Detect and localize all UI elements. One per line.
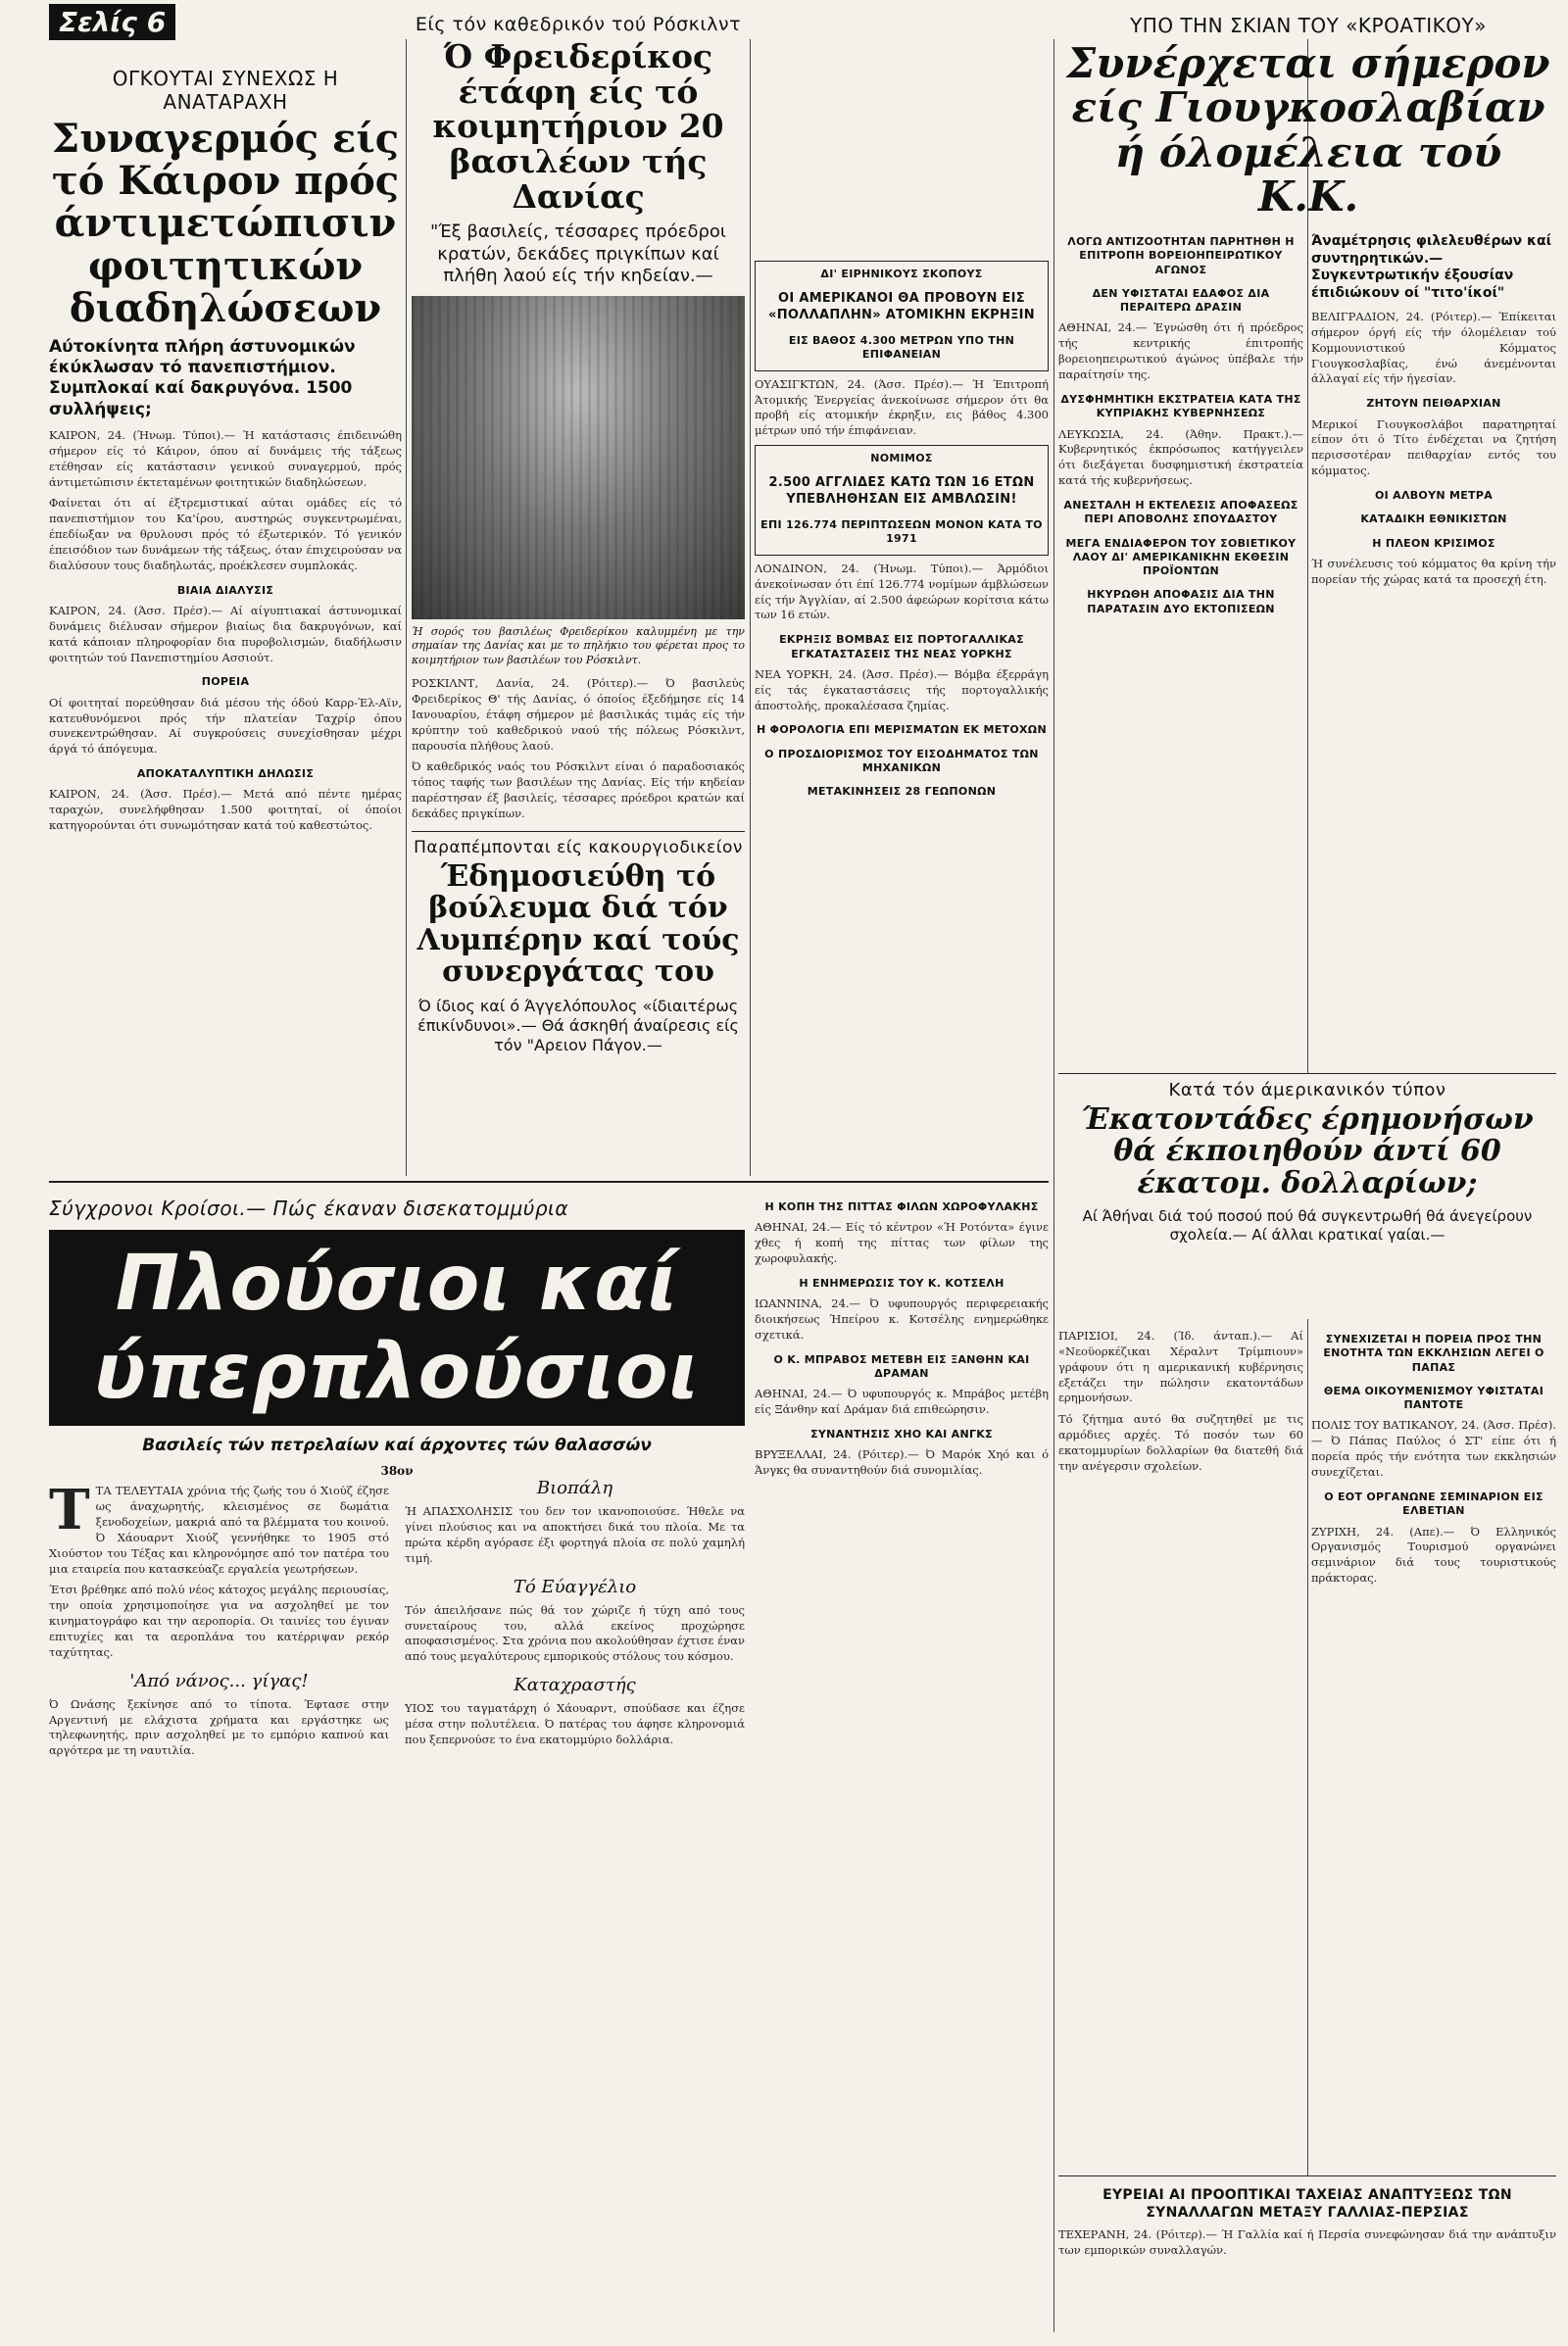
article-rich: [49, 1191, 745, 2337]
section-heading: Ο ΕΟΤ ΟΡΓΑΝΩΝΕ ΣΕΜΙΝΑΡΙΟΝ ΕΙΣ ΕΛΒΕΤΙΑΝ: [1324, 1490, 1544, 1518]
section-heading: ΔΕΝ ΥΦΙΣΤΑΤΑΙ ΕΔΑΦΟΣ ΔΙΑ ΠΕΡΑΙΤΕΡΩ ΔΡΑΣΙΝ: [1092, 286, 1270, 315]
paragraph: ΚΑΙΡΟΝ, 24. (Άσσ. Πρέσ).— Αί αίγυπτιακαί άστυνομικαί δυνάμεις διέλυσαν σήμερον βιαίως δια δακρυγόνων, καί κατά κάποιαν πληροφορίαν δια πυροβολισμών, διαδήλωσιν φοιτητών τού Πανεπιστημίου Ασσιούτ.: [49, 603, 402, 664]
section-heading: ΛΟΓΩ ΑΝΤΙΖΟΟΤΗΤΑΝ ΠΑΡΗΤΗΘΗ Η ΕΠΙΤΡΟΠΗ ΒΟΡΕΙΟΗΠΕΙΡΩΤΙΚΟΥ ΑΓΩΝΟΣ: [1067, 235, 1295, 276]
article-body: [49, 1478, 745, 1761]
paragraph: ΠΟΛΙΣ ΤΟΥ ΒΑΤΙΚΑΝΟΥ, 24. (Άσσ. Πρέσ).— Ό Πάπας Παύλος ό ΣΤ' είπε ότι ή πορεία πρός τήν ενότητα των εκκλησιών συνεχίζεται.: [1311, 1418, 1556, 1480]
article-france-persia: [1058, 2175, 1556, 2338]
paragraph: ΚΑΙΡΟΝ, 24. (Άσσ. Πρέσ).— Μετά από πέντε ημέρας ταραχών, συνελήφθησαν 1.500 φοιτηταί, οί όποίοι κατηγορούνται ότι συνωμότησαν κατά τού καθεστώτος.: [49, 787, 402, 833]
paragraph: ΖΥΡΙΧΗ, 24. (Απε).— Ό Ελληνικός Οργανισμός Τουρισμού οργανώνει σεμινάριον διά τους τουριστικούς πράκτορας.: [1311, 1524, 1556, 1586]
paragraph: Έτσι βρέθηκε από πολύ νέος κάτοχος μεγάλης περιουσίας, την οποία χρησιμοποίησε για να ασχοληθεί με τον κινηματογράφο και την αεροπορία. Οι ταινίες του έγιναν επιτυχίες και τα αεροπλάνα του κατέρριψαν ρεκόρ ταχύτητας.: [49, 1583, 389, 1659]
section-heading: Η ΦΟΡΟΛΟΓΙΑ ΕΠΙ ΜΕΡΙΣΜΑΤΩΝ ΕΚ ΜΕΤΟΧΩΝ: [757, 723, 1047, 737]
briefs-bottom: [755, 1191, 1049, 2337]
section-heading: ΠΟΡΕΙΑ: [201, 675, 250, 689]
paragraph: ΤΕΧΕΡΑΝΗ, 24. (Ρόιτερ).— Ή Γαλλία καί ή Περσία συνεφώνησαν διά την ανάπτυξιν των εμπορικών συναλλαγών.: [1058, 2227, 1556, 2258]
paragraph: ΝΕΑ ΥΟΡΚΗ, 24. (Άσσ. Πρέσ).— Βόμβα έξερράγη είς τάς έγκαταστάσεις τής πορτογαλλικής άποστολής, προκαλέσασα ζημίας.: [755, 666, 1049, 712]
paragraph: Τό ζήτημα αυτό θα συζητηθεί με τις αρμόδιες αρχές. Τό ποσόν των 60 εκατομμυρίων δολλαρίων θα διατεθή διά την ανέγερσιν σχολείων.: [1058, 1412, 1303, 1473]
headline: Ό Φρειδερίκος έτάφη είς τό κοιμητήριον 20 βασιλέων τής Δανίας: [432, 37, 724, 216]
paragraph: ΟΥΑΣΙΓΚΤΩΝ, 24. (Άσσ. Πρέσ).— Ή Έπιτροπή Άτομικής Ένεργείας άνεκοίνωσε σήμερον ότι θα προβή είς ατομικήν έκρηξιν, εις βάθος 4.300 μέτρων υπό τήν έπιφάνειαν.: [755, 376, 1049, 438]
section-heading: Ο ΠΡΟΣΔΙΟΡΙΣΜΟΣ ΤΟΥ ΕΙΣΟΔΗΜΑΤΟΣ ΤΩΝ ΜΗΧΑΝΙΚΩΝ: [764, 747, 1039, 774]
section-heading: ΒΙΑΙΑ ΔΙΑΛΥΣΙΣ: [176, 583, 274, 597]
kicker: Είς τόν καθεδρικόν τού Ρόσκιλντ: [415, 14, 742, 35]
paragraph: ΛΕΥΚΩΣΙΑ, 24. (Άθην. Πρακτ.).— Κυβερνητικός έκπρόσωπος κατήγγειλεν ότι διεξάγεται δυσφημιστική έκστρατεία κατά τής κυβερνήσεως.: [1058, 426, 1303, 488]
paragraph: ΒΕΛΙΓΡΑΔΙΟΝ, 24. (Ρόιτερ).— Έπίκειται σήμερον όργή είς τήν όλομέλειαν τού Κομμουνιστικού Κόμματος Γιουγκοσλαβίας, ένώ άνεμένονται άλλαγαί είς τήν ήγεσίαν.: [1311, 310, 1556, 386]
paragraph: Οί φοιτηταί πορεύθησαν διά μέσου τής όδού Καρρ-Έλ-Αϊν, κατευθυνόμενοι πρός τήν πλατείαν Ταχρίρ όπου συνεκεντρώθησαν. Αί συγκρούσεις συνεχίσθησαν μέχρι άργά τό άπόγευμα.: [49, 695, 402, 757]
paragraph: ΛΟΝΔΙΝΟΝ, 24. (Ήνωμ. Τύποι).— Άρμόδιοι άνεκοίνωσαν ότι έπί 126.774 νομίμων άμβλώσεων είς τήν Άγγλίαν, αί 2.500 άφεώρων κορίτσια κάτω των 16 ετών.: [755, 561, 1049, 622]
paragraph: ΑΘΗΝΑΙ, 24.— Είς τό κέντρον «Ή Ροτόντα» έγινε χθες ή κοπή της πίττας των φίλων της χωροφυλακής.: [755, 1220, 1049, 1266]
section-heading: Ο Κ. ΜΠΡΑΒΟΣ ΜΕΤΕΒΗ ΕΙΣ ΞΑΝΘΗΝ ΚΑΙ ΔΡΑΜΑΝ: [773, 1352, 1030, 1381]
article-cairo: [49, 0, 402, 1171]
news-briefs: [755, 0, 1049, 1171]
section-heading: ΑΠΟΚΑΤΑΛΥΠΤΙΚΗ ΔΗΛΩΣΙΣ: [136, 767, 315, 781]
banner-headline: Πλούσιοι καί ύπερπλούσιοι: [49, 1230, 745, 1426]
section-heading: Η ΠΛΕΟΝ ΚΡΙΣΙΜΟΣ: [1372, 536, 1495, 550]
section-heading: ΟΙ ΑΛΒΟΥΝ ΜΕΤΡΑ: [1374, 489, 1494, 503]
section-heading: ΗΚΥΡΩΘΗ ΑΠΟΦΑΣΙΣ ΔΙΑ ΤΗΝ ΠΑΡΑΤΑΣΙΝ ΔΥΟ ΕΚΤΟΠΙΣΕΩΝ: [1087, 588, 1275, 615]
page-logo: [49, 0, 175, 40]
section-heading: ΑΝΕΣΤΑΛΗ Η ΕΚΤΕΛΕΣΙΣ ΑΠΟΦΑΣΕΩΣ ΠΕΡΙ ΑΠΟΒΟΛΗΣ ΣΠΟΥΔΑΣΤΟΥ: [1063, 498, 1298, 526]
paragraph: ΙΩΑΝΝΙΝΑ, 24.— Ό υφυπουργός περιφερειακής διοικήσεως Ήπείρου κ. Κοτσέλης ενημερώθηκε σχετικά.: [755, 1296, 1049, 1342]
photo-caption: Ή σορός του βασιλέως Φρειδερίκου καλυμμένη με την σημαίαν της Δανίας και με το πηλήκιο του φέρεται προς το κοιμητήριον των βασιλέων του Ρόσκιλντ.: [412, 624, 745, 667]
paragraph: Ή συνέλευσις τού κόμματος θα κρίνη τήν πορείαν τής χώρας κατά τα προσεχή έτη.: [1311, 556, 1556, 586]
kicker: ΥΠΟ ΤΗΝ ΣΚΙΑΝ ΤΟΥ «ΚΡΟΑΤΙΚΟΥ»: [1130, 14, 1487, 37]
section-heading: ΔΙ' ΕΙΡΗΝΙΚΟΥΣ ΣΚΟΠΟΥΣ: [820, 268, 983, 280]
paragraph: ΑΘΗΝΑΙ, 24.— Ό υφυπουργός κ. Μπράβος μετέβη είς Ξάνθην καί Δράμαν διά επιθεώρησιν.: [755, 1387, 1049, 1417]
article-yugoslavia-cont: [1311, 225, 1556, 1171]
headline: Συνέρχεται σήμερον είς Γιουγκοσλαβίαν ή όλομέλεια τού Κ.Κ.: [1066, 39, 1550, 221]
paragraph: ΡΟΣΚΙΛΝΤ, Δανία, 24. (Ρόιτερ).— Ό βασιλεύς Φρειδερίκος Θ' τής Δανίας, ό όποίος έξεδήμησε είς 14 Ιανουαρίου, έτάφη σήμερον μέ βασιλικάς τιμάς είς τήν κρύπτην τού καθεδρικού ναού τής πόλεως Ρόσκιλντ, παρουσία πλήθους λαού.: [412, 676, 745, 753]
kicker: ΟΓΚΟΥΤΑΙ ΣΥΝΕΧΩΣ Η ΑΝΑΤΑΡΑΧΗ: [112, 67, 339, 114]
brief-box: [755, 445, 1049, 556]
subhead: Τό Εύαγγέλιο: [513, 1576, 637, 1597]
section-heading: ΖΗΤΟΥΝ ΠΕΙΘΑΡΧΙΑΝ: [1366, 397, 1501, 411]
headline: Έδημοσιεύθη τό βούλευμα διά τόν Λυμπέρην καί τούς συνεργάτας του: [416, 859, 740, 990]
section-heading: ΘΕΜΑ ΟΙΚΟΥΜΕΝΙΣΜΟΥ ΥΦΙΣΤΑΤΑΙ ΠΑΝΤΟΤΕ: [1323, 1384, 1544, 1412]
page-number-logo: Σελίς 6: [49, 4, 175, 40]
section-heading: Η ΕΝΗΜΕΡΩΣΙΣ ΤΟΥ Κ. ΚΟΤΣΕΛΗ: [799, 1276, 1004, 1290]
section-heading: ΜΕΓΑ ΕΝΔΙΑΦΕΡΟΝ ΤΟΥ ΣΟΒΙΕΤΙΚΟΥ ΛΑΟΥ ΔΙ' ΑΜΕΡΙΚΑΝΙΚΗΝ ΕΚΘΕΣΙΝ ΠΡΟΪΟΝΤΩΝ: [1065, 536, 1297, 578]
section-heading: Η ΚΟΠΗ ΤΗΣ ΠΙΤΤΑΣ ΦΙΛΩΝ ΧΩΡΟΦΥΛΑΚΗΣ: [764, 1200, 1039, 1213]
subhead: Καταχραστής: [514, 1675, 636, 1696]
paragraph: Μερικοί Γιουγκοσλάβοι παρατηρηταί είπον ότι ό Τίτο ένδέχεται να ζητήση περισσοτέραν πειθαρχίαν εντός του κόμματος.: [1311, 416, 1556, 478]
series-number: 38ον: [380, 1464, 414, 1479]
article-lymperis: [412, 831, 745, 1175]
kicker: Παραπέμπονται είς κακουργιοδικείον: [414, 838, 743, 857]
column-rule: [406, 39, 407, 1176]
paragraph: ΚΑΙΡΟΝ, 24. (Ήνωμ. Τύποι).— Ή κατάστασις έπιδεινώθη σήμερον είς τό Κάιρον, όπου αί δυνάμεις τής τάξεως ετέθησαν είς κατάστασιν γενικού συναγερμού, πρός άντιμετώπισιν έκτεταμένων φοιτητικών διαδηλώσεων.: [49, 427, 402, 489]
paragraph: Ή ΑΠΑΣΧΟΛΗΣΙΣ του δεν τον ικανοποιούσε. Ήθελε να γίνει πλούσιος και να αποκτήσει δικά του πλοία. Με τα πρώτα κέρδη αγόρασε έξι φορτηγά πλοία σε πολύ χαμηλή τιμή.: [405, 1504, 745, 1565]
section-heading: ΚΑΤΑΔΙΚΗ ΕΘΝΙΚΙΣΤΩΝ: [1360, 513, 1507, 526]
subhead: "Έξ βασιλείς, τέσσαρες πρόεδροι κρατών, δεκάδες πριγκίπων καί πλήθη λαού είς τήν κηδείαν.—: [429, 221, 727, 287]
subtitle: Βασιλείς τών πετρελαίων καί άρχοντες τών θαλασσών: [142, 1436, 652, 1455]
subhead: Αύτοκίνητα πλήρη άστυνομικών έκύκλωσαν τό πανεπιστήμιον. Συμπλοκαί καί δακρυγόνα. 1500 συλλήψεις;: [49, 336, 356, 419]
brief-box: [755, 261, 1049, 371]
section-rule: [49, 1181, 1049, 1183]
section-heading: ΕΠΙ 126.774 ΠΕΡΙΠΤΩΣΕΩΝ ΜΟΝΟΝ ΚΑΤΑ ΤΟ 1971: [760, 518, 1043, 546]
paragraph: ΥΙΟΣ του ταγματάρχη ό Χάουαρντ, σπούδασε και έζησε μέσα στην πολυτέλεια. Ό πατέρας του άφησε κληρονομιά που ξεπερνούσε το ένα εκατομμύριο δολλάρια.: [405, 1701, 745, 1746]
funeral-photo: [412, 296, 745, 619]
paragraph: Ό καθεδρικός ναός του Ρόσκιλντ είναι ό παραδοσιακός τόπος ταφής των βασιλέων της Δανίας. Είς τήν κηδείαν παρέστησαν έξ βασιλείς, τέσσαρες πρόεδροι κρατών καί δεκάδες πριγκίπων.: [412, 759, 745, 821]
section-heading: ΕΙΣ ΒΑΘΟΣ 4.300 ΜΕΤΡΩΝ ΥΠΟ ΤΗΝ ΕΠΙΦΑΝΕΙΑΝ: [788, 334, 1015, 362]
section-heading: ΣΥΝΕΧΙΖΕΤΑΙ Η ΠΟΡΕΙΑ ΠΡΟΣ ΤΗΝ ΕΝΟΤΗΤΑ ΤΩΝ ΕΚΚΛΗΣΙΩΝ ΛΕΓΕΙ Ο ΠΑΠΑΣ: [1323, 1333, 1544, 1374]
paragraph: Τόν άπειλήσανε πώς θά τον χώριζε ή τύχη από τους συνεταίρους του, αλλά εκείνος προχώρησε αποφασισμένος. Στα χρόνια που ακολούθησαν έχτισε έναν από τους μεγαλύτερους εμπορικούς στόλους του κόσμου.: [405, 1602, 745, 1664]
headline: Έκατοντάδες έρημονήσων θά έκποιηθούν άντί 60 έκατομ. δολλαρίων;: [1081, 1102, 1534, 1200]
section-heading: ΕΥΡΕΙΑΙ ΑΙ ΠΡΟΟΠΤΙΚΑΙ ΤΑΧΕΙΑΣ ΑΝΑΠΤΥΞΕΩΣ ΤΩΝ ΣΥΝΑΛΛΑΓΩΝ ΜΕΤΑΞΥ ΓΑΛΛΙΑΣ-ΠΕΡΣΙΑΣ: [1102, 2187, 1512, 2222]
article-islands: [1058, 1073, 1556, 1319]
paragraph: ΑΘΗΝΑΙ, 24.— Έγνώσθη ότι ή πρόεδρος τής κεντρικής έπιτροπής βορειοηπειρωτικού άγώνος ύπέβαλε τήν παραίτησίν της.: [1058, 320, 1303, 382]
section-heading: 2.500 ΑΓΓΛΙΔΕΣ ΚΑΤΩ ΤΩΝ 16 ΕΤΩΝ ΥΠΕΒΛΗΘΗΣΑΝ ΕΙΣ ΑΜΒΛΩΣΙΝ!: [768, 475, 1035, 508]
kicker: Σύγχρονοι Κροίσοι.— Πώς έκαναν δισεκατομμύρια: [49, 1197, 569, 1220]
paragraph-text: ΤΑ ΤΕΛΕΥΤΑΙΑ χρόνια τής ζωής του ό Χιούζ έζησε ως άναχωρητής, κλεισμένος σε δωμάτια ξενοδοχείων, μακριά από τα βλέμματα του κοινού. Ό Χάουαρντ Χιούζ γεννήθηκε το 1905 στό Χιούστον του Τέξας και κληρονόμησε από τον πατέρα του μια εταιρεία που κατασκεύαζε εργαλεία γεωτρήσεων.: [49, 1484, 389, 1576]
section-heading: ΟΙ ΑΜΕΡΙΚΑΝΟΙ ΘΑ ΠΡΟΒΟΥΝ ΕΙΣ «ΠΟΛΛΑΠΛΗΝ» ΑΤΟΜΙΚΗΝ ΕΚΡΗΞΙΝ: [768, 291, 1035, 323]
paragraph: ΠΑΡΙΣΙΟΙ, 24. (Ίδ. άνταπ.).— Αί «Νεοϋορκέζικαι Χέραλντ Τρίμπιουν» γράφουν ότι η αμερικανική κυβέρνησις εξετάζει την πώλησιν εκατοντάδων ερημονήσων.: [1058, 1329, 1303, 1405]
subhead: Βιοπάλη: [536, 1478, 613, 1499]
subhead: Άναμέτρησις φιλελευθέρων καί συντηρητικών.— Συγκεντρωτικήν έξουσίαν έπιδιώκουν οί "τιτο'ίκοί": [1311, 233, 1552, 301]
drop-cap: Τ: [49, 1478, 90, 1543]
headline: Συναγερμός είς τό Κάιρον πρός άντιμετώπισιν φοιτητικών διαδηλώσεων: [51, 116, 400, 331]
subhead: Αί Άθήναι διά τού ποσού πού θά συγκεντρωθή θά άνεγείρουν σχολεία.— Αί άλλαι κρατικαί γαίαι.—: [1082, 1207, 1533, 1244]
subhead: Ό ίδιος καί ό Άγγελόπουλος «ίδιαιτέρως έπικίνδυνοι».— Θά άσκηθή άναίρεσις είς τόν "Αρειον Πάγον.—: [417, 996, 739, 1054]
paragraph: ΒΡΥΞΕΛΛΑΙ, 24. (Ρόιτερ).— Ό Μαρόκ Χηό και ό Άνγκς θα συναντηθούν διά συνομιλίας.: [755, 1447, 1049, 1478]
paragraph: Ό Ωνάσης ξεκίνησε από το τίποτα. Έφτασε στην Αργεντινή με ελάχιστα χρήματα και εργάστηκε ως τηλεφωνητής, πριν ασχοληθεί με το εμπόριο καπνού και αργότερα με τη ναυτιλία.: [49, 1696, 389, 1758]
subhead: 'Από νάνος... γίγας!: [129, 1670, 309, 1691]
column-rule: [750, 39, 751, 1176]
section-heading: ΔΥΣΦΗΜΗΤΙΚΗ ΕΚΣΤΡΑΤΕΙΑ ΚΑΤΑ ΤΗΣ ΚΥΠΡΙΑΚΗΣ ΚΥΒΕΡΝΗΣΕΩΣ: [1060, 392, 1301, 420]
section-heading: ΕΚΡΗΞΙΣ ΒΟΜΒΑΣ ΕΙΣ ΠΟΡΤΟΓΑΛΛΙΚΑΣ ΕΓΚΑΤΑΣΤΑΣΕΙΣ ΤΗΣ ΝΕΑΣ ΥΟΡΚΗΣ: [779, 633, 1024, 660]
section-heading: ΜΕΤΑΚΙΝΗΣΕΙΣ 28 ΓΕΩΠΟΝΩΝ: [807, 785, 997, 799]
paragraph: [49, 1478, 389, 1577]
section-heading: ΝΟΜΙΜΟΣ: [870, 452, 933, 465]
briefs-col4: [1058, 225, 1303, 1171]
paragraph: Φαίνεται ότι αί έξτρεμιστικαί αύται ομάδες είς τό πανεπιστήμιον του Κα'ίρου, αυστηρώς συγκεντρωμέναι, έπεδίωξαν να θρυλουσι πρός τό έξωτερικόν. Τό γενικόν έπεισόδιον των δυνάμεων τής τάξεως, όταν έπιχειρούσαν να διαλύσουν τους διαδηλωτάς, προέκλεσεν συμπλοκάς.: [49, 496, 402, 572]
kicker: Κατά τόν άμερικανικόν τύπον: [1168, 1080, 1446, 1100]
section-heading: ΣΥΝΑΝΤΗΣΙΣ ΧΗΟ ΚΑΙ ΑΝΓΚΣ: [810, 1428, 993, 1442]
